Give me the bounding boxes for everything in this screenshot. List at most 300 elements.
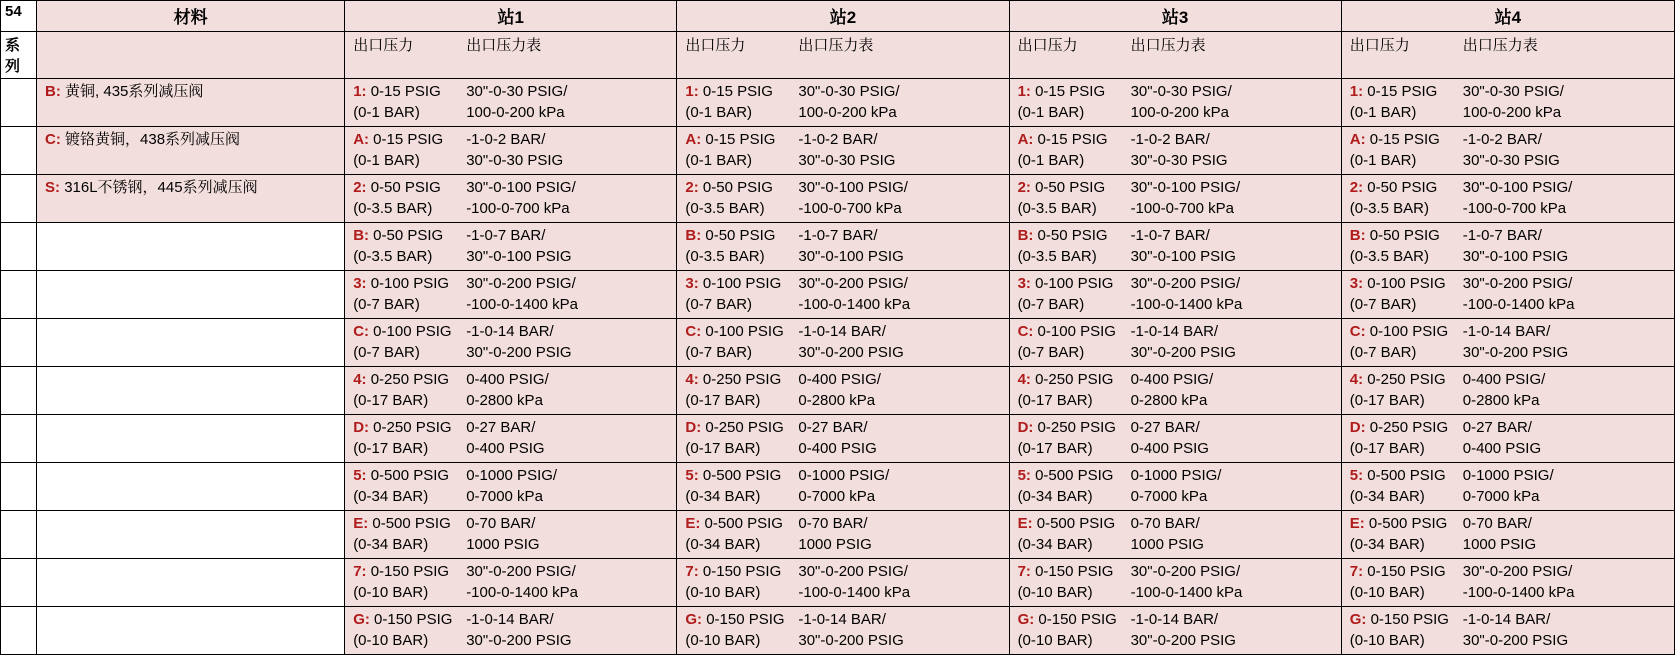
outlet-gauge-line1: -1-0-14 BAR/ (466, 323, 554, 340)
station-4-option-D[interactable] (1341, 415, 1674, 463)
outlet-gauge-line2: 30"-0-30 PSIG (466, 152, 564, 169)
outlet-gauge-line2: 0-2800 kPa (466, 392, 543, 409)
outlet-pressure-line2: (0-17 BAR) (1017, 440, 1093, 457)
subheader-outlet-gauge: 出口压力表 (1130, 37, 1206, 54)
outlet-pressure-line2: (0-1 BAR) (353, 104, 420, 121)
header-material: 材料 (37, 1, 345, 32)
outlet-pressure-line1: 2: 0-50 PSIG (1017, 179, 1106, 196)
outlet-gauge-line2: 100-0-200 kPa (798, 104, 897, 121)
header-station-2: 站2 (677, 1, 1009, 32)
station-4-option-1[interactable] (1341, 79, 1674, 127)
option-key: C: (1017, 323, 1034, 340)
header-station-4: 站4 (1341, 1, 1674, 32)
station-2-option-2[interactable] (677, 175, 1009, 223)
station-3-option-D[interactable] (1009, 415, 1341, 463)
outlet-pressure-line1: 2: 0-50 PSIG (685, 179, 773, 196)
material-empty (37, 223, 345, 271)
subheader-outlet-pressure: 出口压力 (1017, 37, 1078, 54)
outlet-gauge-line2: 100-0-200 kPa (1130, 104, 1229, 121)
outlet-gauge-line2: 0-7000 kPa (1130, 488, 1208, 505)
outlet-pressure-line2: (0-1 BAR) (685, 104, 753, 121)
material-key: B: (45, 83, 61, 100)
outlet-pressure-line1: D: 0-250 PSIG (685, 419, 784, 436)
table-row (1, 79, 1675, 127)
outlet-gauge-line2: 30"-0-200 PSIG (466, 632, 572, 649)
station-2-option-A[interactable] (677, 127, 1009, 175)
station-2-option-4[interactable] (677, 367, 1009, 415)
table-row (1, 511, 1675, 559)
subheader-series: 系列 (1, 32, 37, 79)
outlet-gauge-line2: -100-0-1400 kPa (798, 296, 911, 313)
outlet-gauge-line2: 0-400 PSIG (798, 440, 877, 457)
outlet-gauge-line2: -100-0-1400 kPa (1462, 296, 1575, 313)
station-3-option-E[interactable] (1009, 511, 1341, 559)
outlet-gauge-line2: 30"-0-200 PSIG (1462, 344, 1569, 361)
row-spine (1, 319, 37, 367)
outlet-pressure-line2: (0-17 BAR) (685, 440, 761, 457)
outlet-pressure-line2: (0-10 BAR) (1017, 584, 1093, 601)
outlet-pressure-line1: E: 0-500 PSIG (685, 515, 783, 532)
outlet-pressure-line2: (0-7 BAR) (353, 296, 420, 313)
station-2-option-E[interactable] (677, 511, 1009, 559)
outlet-pressure-line2: (0-1 BAR) (1349, 104, 1417, 121)
outlet-pressure-line2: (0-3.5 BAR) (685, 248, 765, 265)
table-row (1, 463, 1675, 511)
option-key: 4: (685, 371, 699, 388)
material-label: 316L不锈钢，445系列减压阀 (64, 179, 258, 196)
outlet-pressure-line2: (0-34 BAR) (1349, 536, 1425, 553)
material-empty (37, 607, 345, 655)
outlet-pressure-line1: 5: 0-500 PSIG (685, 467, 782, 484)
station-3-option-3[interactable] (1009, 271, 1341, 319)
material-key: S: (45, 179, 61, 196)
outlet-gauge-line2: 30"-0-30 PSIG (1462, 152, 1560, 169)
outlet-pressure-line1: C: 0-100 PSIG (353, 323, 452, 340)
outlet-pressure-line2: (0-10 BAR) (685, 584, 761, 601)
outlet-gauge-line2: -100-0-1400 kPa (1130, 584, 1243, 601)
row-spine (1, 271, 37, 319)
outlet-pressure-line1: A: 0-15 PSIG (353, 131, 444, 148)
outlet-gauge-line2: 0-2800 kPa (798, 392, 876, 409)
outlet-gauge-line1: -1-0-7 BAR/ (798, 227, 878, 244)
material-empty (37, 511, 345, 559)
outlet-pressure-line1: B: 0-50 PSIG (1017, 227, 1108, 244)
outlet-gauge-line1: 30"-0-200 PSIG/ (466, 275, 576, 292)
outlet-pressure-line1: D: 0-250 PSIG (1349, 419, 1449, 436)
option-key: G: (1349, 611, 1367, 628)
outlet-pressure-line2: (0-1 BAR) (1017, 104, 1085, 121)
station-1-option-1[interactable] (345, 79, 677, 127)
option-key: 7: (353, 563, 367, 580)
outlet-gauge-line1: -1-0-2 BAR/ (798, 131, 878, 148)
option-key: 3: (1349, 275, 1364, 292)
row-spine (1, 463, 37, 511)
outlet-pressure-line1: 2: 0-50 PSIG (1349, 179, 1438, 196)
outlet-pressure-line1: 4: 0-250 PSIG (685, 371, 782, 388)
outlet-gauge-line1: 30"-0-100 PSIG/ (1130, 179, 1241, 196)
station-3-option-4[interactable] (1009, 367, 1341, 415)
subheader-material-blank (37, 32, 345, 79)
station-4-option-G[interactable] (1341, 607, 1674, 655)
outlet-gauge-line1: -1-0-14 BAR/ (798, 611, 886, 628)
material-empty (37, 463, 345, 511)
material-key: C: (45, 131, 61, 148)
outlet-gauge-line2: 0-7000 kPa (1462, 488, 1540, 505)
outlet-gauge-line2: 0-2800 kPa (1462, 392, 1540, 409)
outlet-gauge-line2: 1000 PSIG (466, 536, 540, 553)
station-3-option-1[interactable] (1009, 79, 1341, 127)
outlet-gauge-line2: -100-0-700 kPa (798, 200, 902, 217)
outlet-gauge-line2: -100-0-1400 kPa (466, 584, 578, 601)
outlet-gauge-line1: 30"-0-200 PSIG/ (798, 563, 908, 580)
outlet-pressure-line1: 1: 0-15 PSIG (353, 83, 441, 100)
option-key: 5: (685, 467, 699, 484)
option-key: 2: (685, 179, 699, 196)
station-1-option-5[interactable] (345, 463, 677, 511)
station-2-option-D[interactable] (677, 415, 1009, 463)
option-key: G: (1017, 611, 1035, 628)
material-option-1[interactable] (37, 79, 345, 127)
material-empty (37, 319, 345, 367)
table-row (1, 175, 1675, 223)
outlet-pressure-line2: (0-17 BAR) (353, 440, 429, 457)
outlet-pressure-line2: (0-17 BAR) (1349, 392, 1425, 409)
outlet-pressure-line2: (0-17 BAR) (685, 392, 761, 409)
outlet-gauge-line1: -1-0-14 BAR/ (466, 611, 554, 628)
station-1-option-2[interactable] (345, 175, 677, 223)
station-4-option-7[interactable] (1341, 559, 1674, 607)
outlet-gauge-line1: -1-0-2 BAR/ (1462, 131, 1542, 148)
subheader-outlet-pressure: 出口压力 (1349, 37, 1410, 54)
outlet-pressure-line2: (0-10 BAR) (353, 632, 429, 649)
station-3-option-A[interactable] (1009, 127, 1341, 175)
outlet-gauge-line2: 0-400 PSIG (466, 440, 545, 457)
subheader-outlet-pressure: 出口压力 (353, 37, 414, 54)
station-1-option-7[interactable] (345, 559, 677, 607)
outlet-pressure-line1: D: 0-250 PSIG (353, 419, 452, 436)
outlet-gauge-line1: 30"-0-100 PSIG/ (1462, 179, 1573, 196)
outlet-gauge-line1: -1-0-7 BAR/ (1462, 227, 1542, 244)
outlet-gauge-line1: 0-1000 PSIG/ (466, 467, 558, 484)
option-key: B: (1017, 227, 1034, 244)
outlet-gauge-line1: 30"-0-200 PSIG/ (466, 563, 576, 580)
outlet-pressure-line2: (0-34 BAR) (685, 536, 761, 553)
outlet-gauge-line1: 30"-0-30 PSIG/ (466, 83, 568, 100)
station-3-option-7[interactable] (1009, 559, 1341, 607)
station-1-option-C[interactable] (345, 319, 677, 367)
outlet-pressure-line2: (0-1 BAR) (353, 152, 420, 169)
outlet-pressure-line2: (0-34 BAR) (353, 536, 429, 553)
outlet-pressure-line1: 7: 0-150 PSIG (1017, 563, 1114, 580)
station-3-option-G[interactable] (1009, 607, 1341, 655)
outlet-gauge-line2: 0-7000 kPa (798, 488, 876, 505)
table-row (1, 415, 1675, 463)
outlet-gauge-line2: 30"-0-200 PSIG (798, 632, 904, 649)
table-row (1, 607, 1675, 655)
option-key: 1: (1017, 83, 1031, 100)
station-2-option-B[interactable] (677, 223, 1009, 271)
outlet-pressure-line2: (0-17 BAR) (1349, 440, 1425, 457)
outlet-gauge-line1: 0-27 BAR/ (1462, 419, 1532, 436)
outlet-gauge-line1: 0-27 BAR/ (1130, 419, 1200, 436)
outlet-pressure-line1: 7: 0-150 PSIG (353, 563, 450, 580)
outlet-gauge-line1: 0-70 BAR/ (466, 515, 536, 532)
outlet-pressure-line1: A: 0-15 PSIG (685, 131, 776, 148)
outlet-gauge-line1: 0-27 BAR/ (798, 419, 868, 436)
station-4-option-4[interactable] (1341, 367, 1674, 415)
option-key: C: (1349, 323, 1366, 340)
outlet-pressure-line1: B: 0-50 PSIG (353, 227, 444, 244)
option-key: G: (685, 611, 703, 628)
material-empty (37, 415, 345, 463)
outlet-gauge-line2: 0-2800 kPa (1130, 392, 1208, 409)
outlet-gauge-line2: 1000 PSIG (1130, 536, 1204, 553)
subheader-outlet-gauge: 出口压力表 (466, 37, 542, 54)
option-key: C: (353, 323, 370, 340)
outlet-pressure-line2: (0-3.5 BAR) (1349, 248, 1429, 265)
outlet-gauge-line2: -100-0-1400 kPa (1130, 296, 1243, 313)
option-key: B: (685, 227, 702, 244)
option-key: 7: (685, 563, 699, 580)
station-2-option-1[interactable] (677, 79, 1009, 127)
option-key: D: (1349, 419, 1366, 436)
outlet-pressure-line1: 1: 0-15 PSIG (1017, 83, 1106, 100)
outlet-pressure-line1: 7: 0-150 PSIG (685, 563, 782, 580)
outlet-pressure-line1: G: 0-150 PSIG (353, 611, 453, 628)
outlet-pressure-line1: A: 0-15 PSIG (1349, 131, 1440, 148)
station-4-option-A[interactable] (1341, 127, 1674, 175)
outlet-gauge-line2: 30"-0-30 PSIG (798, 152, 896, 169)
option-key: 2: (1017, 179, 1031, 196)
outlet-pressure-line2: (0-3.5 BAR) (1017, 248, 1097, 265)
outlet-gauge-line1: 30"-0-30 PSIG/ (798, 83, 900, 100)
outlet-gauge-line1: 30"-0-100 PSIG/ (466, 179, 576, 196)
outlet-pressure-line1: 3: 0-100 PSIG (1017, 275, 1114, 292)
option-key: C: (685, 323, 702, 340)
subheader-outlet-pressure: 出口压力 (685, 37, 746, 54)
outlet-gauge-line1: 0-70 BAR/ (1130, 515, 1200, 532)
outlet-gauge-line1: -1-0-7 BAR/ (1130, 227, 1210, 244)
subheader-outlet-gauge: 出口压力表 (1462, 37, 1538, 54)
option-key: 3: (1017, 275, 1031, 292)
station-3-option-B[interactable] (1009, 223, 1341, 271)
station-4-option-5[interactable] (1341, 463, 1674, 511)
subheader-station-3 (1009, 32, 1341, 79)
station-1-option-B[interactable] (345, 223, 677, 271)
station-1-option-D[interactable] (345, 415, 677, 463)
station-4-option-B[interactable] (1341, 223, 1674, 271)
outlet-gauge-line1: 0-1000 PSIG/ (1462, 467, 1554, 484)
table-row (1, 559, 1675, 607)
outlet-pressure-line1: 4: 0-250 PSIG (1017, 371, 1114, 388)
outlet-pressure-line1: G: 0-150 PSIG (685, 611, 785, 628)
outlet-gauge-line1: 30"-0-200 PSIG/ (1130, 563, 1241, 580)
material-option-2[interactable] (37, 127, 345, 175)
outlet-gauge-line2: 1000 PSIG (1462, 536, 1537, 553)
outlet-pressure-line2: (0-34 BAR) (1017, 488, 1093, 505)
option-key: 2: (1349, 179, 1364, 196)
station-4-option-2[interactable] (1341, 175, 1674, 223)
outlet-pressure-line2: (0-1 BAR) (685, 152, 753, 169)
row-spine (1, 79, 37, 127)
option-key: D: (685, 419, 702, 436)
outlet-gauge-line1: 30"-0-30 PSIG/ (1462, 83, 1564, 100)
outlet-pressure-line2: (0-1 BAR) (1349, 152, 1417, 169)
outlet-pressure-line2: (0-3.5 BAR) (1017, 200, 1097, 217)
outlet-pressure-line2: (0-7 BAR) (1017, 296, 1085, 313)
station-1-option-A[interactable] (345, 127, 677, 175)
outlet-gauge-line1: 30"-0-200 PSIG/ (798, 275, 908, 292)
outlet-pressure-line2: (0-34 BAR) (1349, 488, 1425, 505)
subheader-station-4 (1341, 32, 1674, 79)
outlet-gauge-line1: -1-0-2 BAR/ (1130, 131, 1210, 148)
outlet-gauge-line2: -100-0-700 kPa (1462, 200, 1567, 217)
option-key: A: (1017, 131, 1034, 148)
outlet-gauge-line2: -100-0-1400 kPa (466, 296, 578, 313)
material-label: 镀铬黄铜，438系列减压阀 (65, 131, 241, 148)
row-spine (1, 127, 37, 175)
outlet-pressure-line1: B: 0-50 PSIG (685, 227, 776, 244)
option-key: A: (1349, 131, 1366, 148)
subheader-row (1, 32, 1675, 79)
table-row (1, 271, 1675, 319)
code-number: 54 (1, 1, 37, 32)
table-row (1, 319, 1675, 367)
row-spine (1, 415, 37, 463)
option-key: E: (1349, 515, 1365, 532)
outlet-pressure-line1: 7: 0-150 PSIG (1349, 563, 1446, 580)
option-key: B: (353, 227, 370, 244)
option-key: 1: (685, 83, 699, 100)
outlet-pressure-line2: (0-7 BAR) (1349, 296, 1417, 313)
outlet-pressure-line2: (0-17 BAR) (1017, 392, 1093, 409)
outlet-gauge-line1: -1-0-14 BAR/ (1130, 611, 1219, 628)
outlet-gauge-line2: -100-0-1400 kPa (1462, 584, 1575, 601)
outlet-pressure-line2: (0-10 BAR) (1349, 632, 1425, 649)
option-key: 7: (1349, 563, 1364, 580)
outlet-pressure-line1: A: 0-15 PSIG (1017, 131, 1108, 148)
outlet-gauge-line2: 30"-0-200 PSIG (466, 344, 572, 361)
outlet-pressure-line1: E: 0-500 PSIG (353, 515, 451, 532)
station-2-option-7[interactable] (677, 559, 1009, 607)
outlet-gauge-line1: 0-70 BAR/ (1462, 515, 1532, 532)
outlet-pressure-line1: 4: 0-250 PSIG (1349, 371, 1446, 388)
outlet-gauge-line2: 100-0-200 kPa (1462, 104, 1562, 121)
option-key: 5: (1017, 467, 1031, 484)
option-key: A: (353, 131, 370, 148)
subheader-station-2 (677, 32, 1009, 79)
outlet-pressure-line1: C: 0-100 PSIG (685, 323, 784, 340)
station-2-option-3[interactable] (677, 271, 1009, 319)
outlet-pressure-line2: (0-3.5 BAR) (685, 200, 765, 217)
station-2-option-5[interactable] (677, 463, 1009, 511)
outlet-pressure-line1: 1: 0-15 PSIG (1349, 83, 1438, 100)
option-key: 4: (353, 371, 367, 388)
outlet-pressure-line1: E: 0-500 PSIG (1017, 515, 1116, 532)
option-key: 3: (353, 275, 367, 292)
station-2-option-C[interactable] (677, 319, 1009, 367)
outlet-gauge-line2: 30"-0-100 PSIG (798, 248, 904, 265)
option-key: 2: (353, 179, 367, 196)
header-station-1: 站1 (345, 1, 677, 32)
row-spine (1, 223, 37, 271)
outlet-pressure-line1: D: 0-250 PSIG (1017, 419, 1116, 436)
station-1-option-3[interactable] (345, 271, 677, 319)
outlet-gauge-line1: 0-400 PSIG/ (1462, 371, 1546, 388)
outlet-gauge-line1: -1-0-7 BAR/ (466, 227, 546, 244)
station-4-option-C[interactable] (1341, 319, 1674, 367)
outlet-pressure-line2: (0-7 BAR) (1017, 344, 1085, 361)
station-1-option-4[interactable] (345, 367, 677, 415)
station-3-option-C[interactable] (1009, 319, 1341, 367)
option-key: 1: (353, 83, 367, 100)
row-spine (1, 607, 37, 655)
station-3-option-2[interactable] (1009, 175, 1341, 223)
outlet-gauge-line1: -1-0-14 BAR/ (1462, 323, 1551, 340)
outlet-gauge-line1: 0-27 BAR/ (466, 419, 536, 436)
row-spine (1, 511, 37, 559)
station-4-option-3[interactable] (1341, 271, 1674, 319)
outlet-pressure-line2: (0-3.5 BAR) (353, 248, 433, 265)
outlet-gauge-line1: 0-1000 PSIG/ (798, 467, 890, 484)
outlet-gauge-line1: -1-0-2 BAR/ (466, 131, 546, 148)
station-1-option-G[interactable] (345, 607, 677, 655)
option-key: 1: (1349, 83, 1364, 100)
outlet-pressure-line2: (0-10 BAR) (1017, 632, 1093, 649)
option-key: 5: (1349, 467, 1364, 484)
outlet-gauge-line2: -100-0-700 kPa (466, 200, 570, 217)
option-key: 7: (1017, 563, 1031, 580)
header-row (1, 1, 1675, 32)
outlet-gauge-line2: 30"-0-200 PSIG (1130, 632, 1236, 649)
station-2-option-G[interactable] (677, 607, 1009, 655)
outlet-pressure-line1: G: 0-150 PSIG (1017, 611, 1117, 628)
outlet-gauge-line2: 30"-0-200 PSIG (798, 344, 904, 361)
outlet-pressure-line1: 3: 0-100 PSIG (685, 275, 782, 292)
outlet-pressure-line2: (0-34 BAR) (1017, 536, 1093, 553)
outlet-gauge-line2: 100-0-200 kPa (466, 104, 565, 121)
outlet-gauge-line1: 30"-0-200 PSIG/ (1462, 275, 1573, 292)
outlet-gauge-line1: 30"-0-100 PSIG/ (798, 179, 908, 196)
outlet-pressure-line1: 1: 0-15 PSIG (685, 83, 773, 100)
option-key: B: (1349, 227, 1366, 244)
table-row (1, 223, 1675, 271)
outlet-gauge-line2: 30"-0-100 PSIG (466, 248, 572, 265)
option-key: E: (685, 515, 701, 532)
option-key: D: (1017, 419, 1034, 436)
outlet-pressure-line2: (0-10 BAR) (685, 632, 761, 649)
outlet-pressure-line2: (0-7 BAR) (353, 344, 420, 361)
outlet-gauge-line2: 30"-0-200 PSIG (1462, 632, 1569, 649)
outlet-pressure-line1: 5: 0-500 PSIG (1349, 467, 1446, 484)
outlet-gauge-line1: 30"-0-200 PSIG/ (1130, 275, 1241, 292)
station-3-option-5[interactable] (1009, 463, 1341, 511)
outlet-pressure-line1: C: 0-100 PSIG (1349, 323, 1449, 340)
outlet-pressure-line2: (0-7 BAR) (685, 344, 753, 361)
outlet-gauge-line2: 0-400 PSIG (1462, 440, 1542, 457)
station-4-option-E[interactable] (1341, 511, 1674, 559)
material-option-3[interactable] (37, 175, 345, 223)
outlet-gauge-line1: 30"-0-30 PSIG/ (1130, 83, 1232, 100)
outlet-pressure-line1: 3: 0-100 PSIG (1349, 275, 1446, 292)
outlet-pressure-line1: 2: 0-50 PSIG (353, 179, 441, 196)
outlet-pressure-line1: 5: 0-500 PSIG (1017, 467, 1114, 484)
station-1-option-E[interactable] (345, 511, 677, 559)
row-spine (1, 367, 37, 415)
option-key: E: (353, 515, 369, 532)
outlet-pressure-line2: (0-7 BAR) (1349, 344, 1417, 361)
option-key: 4: (1017, 371, 1031, 388)
